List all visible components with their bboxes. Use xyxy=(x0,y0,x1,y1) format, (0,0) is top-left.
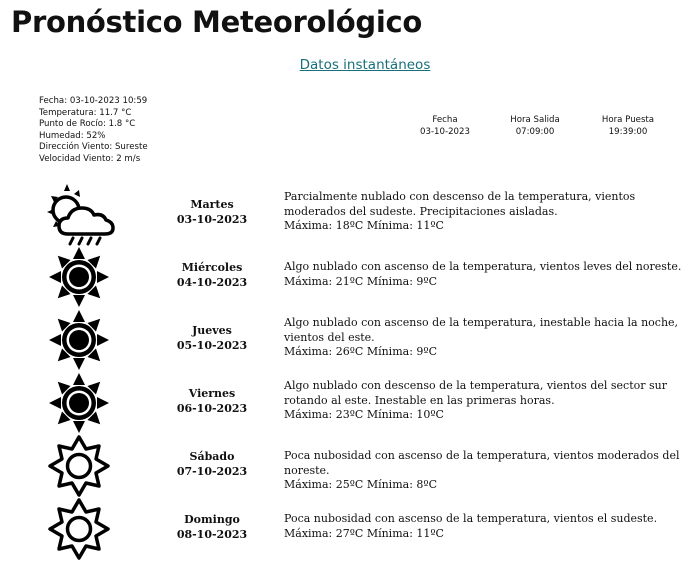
forecast-date: 08-10-2023 xyxy=(176,528,248,541)
forecast-description xyxy=(284,260,688,289)
forecast-date: 07-10-2023 xyxy=(176,465,248,478)
sun-filled-icon xyxy=(43,308,115,372)
forecast-date: 04-10-2023 xyxy=(176,276,248,289)
current-wind-speed: Velocidad Viento: 2 m/s xyxy=(39,153,141,164)
forecast-description xyxy=(284,379,688,423)
sun-value-sunrise: 07:09:00 xyxy=(515,127,555,137)
forecast-date: 05-10-2023 xyxy=(176,339,248,352)
sun-col-sunrise xyxy=(495,114,575,138)
current-conditions xyxy=(39,96,148,166)
forecast-temps: Máxima: 25ºC Mínima: 8ºC xyxy=(284,478,437,492)
forecast-description xyxy=(284,512,688,541)
current-wind-direction: Dirección Viento: Sureste xyxy=(39,142,148,153)
current-dew-point: Punto de Rocío: 1.8 °C xyxy=(39,119,136,130)
sun-filled-icon xyxy=(43,371,115,435)
forecast-day-name: Miércoles xyxy=(181,261,243,274)
sun-filled-icon xyxy=(43,245,115,309)
sun-outline-icon xyxy=(43,497,115,561)
forecast-day xyxy=(170,386,254,416)
forecast-day-name: Jueves xyxy=(192,324,232,337)
forecast-day-name: Domingo xyxy=(184,513,240,526)
sun-col-sunset xyxy=(588,114,668,138)
forecast-day xyxy=(170,449,254,479)
forecast-text: Poca nubosidad con ascenso de la temperatura, vientos el sudeste. xyxy=(284,512,658,525)
forecast-temps: Máxima: 21ºC Mínima: 9ºC xyxy=(284,274,437,288)
forecast-text: Algo nublado con ascenso de la temperatura, vientos leves del noreste. xyxy=(284,260,682,273)
sun-header-sunrise: Hora Salida xyxy=(510,115,560,125)
forecast-text: Parcialmente nublado con descenso de la temperatura, vientos moderados del sudeste. Precipitaciones aisladas. xyxy=(284,190,636,218)
forecast-day xyxy=(170,197,254,227)
instant-data-link[interactable]: Datos instantáneos xyxy=(299,57,431,73)
forecast-text: Algo nublado con descenso de la temperatura, vientos del sector sur rotando al este. Inestable en las primeras horas. xyxy=(284,379,667,407)
forecast-day xyxy=(170,512,254,542)
forecast-temps: Máxima: 27ºC Mínima: 11ºC xyxy=(284,526,444,540)
sun-col-date xyxy=(405,114,485,138)
sun-outline-icon xyxy=(43,434,115,498)
forecast-day-name: Viernes xyxy=(188,387,236,400)
forecast-day xyxy=(170,260,254,290)
forecast-day-name: Sábado xyxy=(189,450,235,463)
forecast-description xyxy=(284,449,688,493)
forecast-description xyxy=(284,316,688,360)
sun-header-date: Fecha xyxy=(432,115,458,125)
forecast-text: Poca nubosidad con ascenso de la temperatura, vientos moderados del noreste. xyxy=(284,449,680,477)
forecast-day xyxy=(170,323,254,353)
cloud-sun-rain-icon xyxy=(43,182,115,246)
forecast-date: 03-10-2023 xyxy=(176,213,248,226)
forecast-temps: Máxima: 26ºC Mínima: 9ºC xyxy=(284,345,437,359)
forecast-day-name: Martes xyxy=(190,198,234,211)
sun-value-date: 03-10-2023 xyxy=(420,127,470,137)
sun-value-sunset: 19:39:00 xyxy=(608,127,648,137)
current-date: Fecha: 03-10-2023 10:59 xyxy=(39,96,148,106)
forecast-date: 06-10-2023 xyxy=(176,402,248,415)
page-title: Pronóstico Meteorológico xyxy=(11,5,423,39)
forecast-text: Algo nublado con ascenso de la temperatura, inestable hacia la noche, vientos del este. xyxy=(284,316,679,344)
forecast-temps: Máxima: 23ºC Mínima: 10ºC xyxy=(284,408,444,422)
forecast-temps: Máxima: 18ºC Mínima: 11ºC xyxy=(284,219,444,233)
current-humidity: Humedad: 52% xyxy=(39,130,106,141)
forecast-description xyxy=(284,190,688,234)
sun-header-sunset: Hora Puesta xyxy=(601,115,655,125)
current-temperature: Temperatura: 11.7 °C xyxy=(39,107,132,118)
